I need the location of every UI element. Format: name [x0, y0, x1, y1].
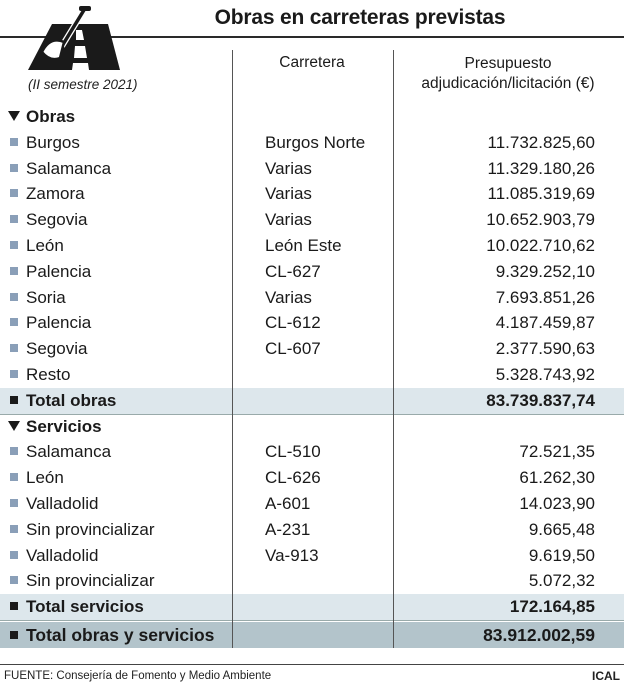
row-name — [10, 622, 214, 648]
bullet-icon — [10, 525, 18, 533]
row-road: Burgos Norte — [265, 132, 366, 152]
row-name-text: Sin provincializar — [26, 519, 155, 539]
page-title: Obras en carreteras previstas — [214, 6, 506, 29]
row-road: CL-510 — [265, 442, 321, 462]
bullet-icon — [10, 631, 18, 639]
row-road: A-231 — [265, 519, 311, 539]
row-name-text: León — [26, 468, 64, 488]
row-name-text: Salamanca — [26, 442, 112, 462]
table-row — [0, 259, 624, 285]
row-value: 11.085.319,69 — [487, 184, 595, 204]
bullet-icon — [10, 241, 18, 249]
table-row — [0, 181, 624, 207]
row-name — [10, 233, 64, 259]
row-value: 61.262,30 — [519, 468, 595, 488]
total-row — [0, 388, 624, 414]
row-road: A-601 — [265, 494, 311, 513]
table-row — [0, 130, 624, 156]
row-value: 4.187.459,87 — [495, 313, 595, 333]
bullet-icon — [10, 396, 18, 404]
row-name-text: Salamanca — [26, 158, 112, 178]
column-header-road: Carretera — [279, 54, 345, 71]
section-title-text: Servicios — [26, 416, 102, 436]
row-road: Varias — [265, 287, 312, 307]
row-name-text: Segovia — [26, 339, 88, 359]
row-name — [10, 439, 111, 465]
column-header-budget: Presupuesto adjudicación/licitación (€) — [421, 55, 595, 92]
bullet-icon — [10, 576, 18, 584]
row-name — [10, 388, 116, 414]
row-road: León Este — [265, 236, 342, 255]
row-road: CL-626 — [265, 468, 321, 488]
row-value: 10.022.710,62 — [486, 236, 595, 255]
bullet-icon — [10, 267, 18, 275]
row-value: 5.328.743,92 — [495, 365, 595, 384]
row-name — [10, 594, 144, 620]
table-row — [0, 568, 624, 594]
row-road: Varias — [265, 184, 312, 204]
bullet-icon — [10, 138, 18, 146]
row-name-text: Palencia — [26, 313, 92, 333]
table-row — [0, 517, 624, 543]
row-road: CL-612 — [265, 313, 321, 333]
row-road: CL-607 — [265, 339, 321, 359]
footer-divider — [0, 664, 624, 665]
row-value: 172.164,85 — [509, 597, 595, 617]
row-value: 11.329.180,26 — [487, 158, 595, 178]
row-road: CL-627 — [265, 261, 321, 281]
row-name — [10, 207, 87, 233]
row-name-text: Total servicios — [26, 597, 144, 617]
column-divider — [232, 50, 233, 648]
shovel-road-icon — [20, 6, 130, 72]
row-value: 9.665,48 — [528, 519, 595, 539]
row-name-text: Segovia — [26, 210, 88, 230]
table-row — [0, 439, 624, 465]
triangle-down-icon — [8, 111, 20, 121]
row-value: 5.072,32 — [528, 571, 595, 591]
row-name — [10, 465, 64, 491]
row-name — [10, 285, 66, 311]
row-value: 83.739.837,74 — [486, 390, 595, 410]
table-row — [0, 336, 624, 362]
row-road: Varias — [265, 158, 312, 178]
source-note: FUENTE: Consejería de Fomento y Medio Ambiente — [4, 670, 272, 682]
row-name — [10, 336, 87, 362]
row-value: 72.521,35 — [519, 442, 595, 462]
triangle-down-icon — [8, 421, 20, 431]
row-name-text: Valladolid — [26, 545, 99, 565]
row-road: Varias — [265, 210, 312, 230]
section-header — [0, 104, 624, 130]
bullet-icon — [10, 499, 18, 507]
row-value: 10.652.903,79 — [486, 210, 595, 230]
bullet-icon — [10, 293, 18, 301]
bullet-icon — [10, 164, 18, 172]
grand-divider — [0, 620, 624, 621]
row-name — [10, 156, 111, 182]
bullet-icon — [10, 447, 18, 455]
grand-total-row — [0, 622, 624, 648]
bullet-icon — [10, 318, 18, 326]
row-road: Va-913 — [265, 545, 319, 565]
section-header — [0, 414, 624, 440]
row-name-text: Valladolid — [26, 494, 99, 513]
row-name — [10, 543, 98, 569]
bullet-icon — [10, 370, 18, 378]
row-name — [10, 362, 70, 388]
section-title — [8, 104, 75, 130]
agency-credit: ICAL — [592, 669, 620, 683]
row-value: 9.619,50 — [528, 545, 595, 565]
row-name-text: Total obras y servicios — [26, 625, 215, 645]
table-row — [0, 543, 624, 569]
row-value: 83.912.002,59 — [483, 625, 595, 645]
period-label: (II semestre 2021) — [28, 77, 138, 92]
row-value: 9.329.252,10 — [495, 261, 595, 281]
section-title — [8, 414, 102, 440]
table-row — [0, 362, 624, 388]
bullet-icon — [10, 551, 18, 559]
total-row — [0, 594, 624, 620]
row-name-text: Zamora — [26, 184, 85, 204]
row-name-text: Palencia — [26, 261, 92, 281]
row-name-text: Soria — [26, 287, 66, 307]
table-row — [0, 465, 624, 491]
bullet-icon — [10, 473, 18, 481]
bullet-icon — [10, 602, 18, 610]
row-name — [10, 568, 155, 594]
row-value: 11.732.825,60 — [487, 132, 595, 152]
table-row — [0, 156, 624, 182]
bullet-icon — [10, 215, 18, 223]
row-name — [10, 259, 91, 285]
section-title-text: Obras — [26, 107, 76, 126]
row-name — [10, 310, 91, 336]
row-value: 14.023,90 — [519, 494, 595, 513]
row-name-text: Resto — [26, 365, 71, 384]
row-name — [10, 130, 80, 156]
row-name — [10, 491, 98, 517]
row-value: 7.693.851,26 — [495, 287, 595, 307]
row-name — [10, 181, 85, 207]
row-name-text: Total obras — [26, 390, 117, 410]
table-row — [0, 285, 624, 311]
row-name — [10, 517, 155, 543]
bullet-icon — [10, 189, 18, 197]
bullet-icon — [10, 344, 18, 352]
row-name-text: León — [26, 236, 64, 255]
row-name-text: Burgos — [26, 132, 80, 152]
column-divider — [393, 50, 394, 648]
table-row — [0, 207, 624, 233]
table-row — [0, 491, 624, 517]
row-value: 2.377.590,63 — [495, 339, 595, 359]
table-row — [0, 233, 624, 259]
table-row — [0, 310, 624, 336]
row-name-text: Sin provincializar — [26, 571, 155, 591]
